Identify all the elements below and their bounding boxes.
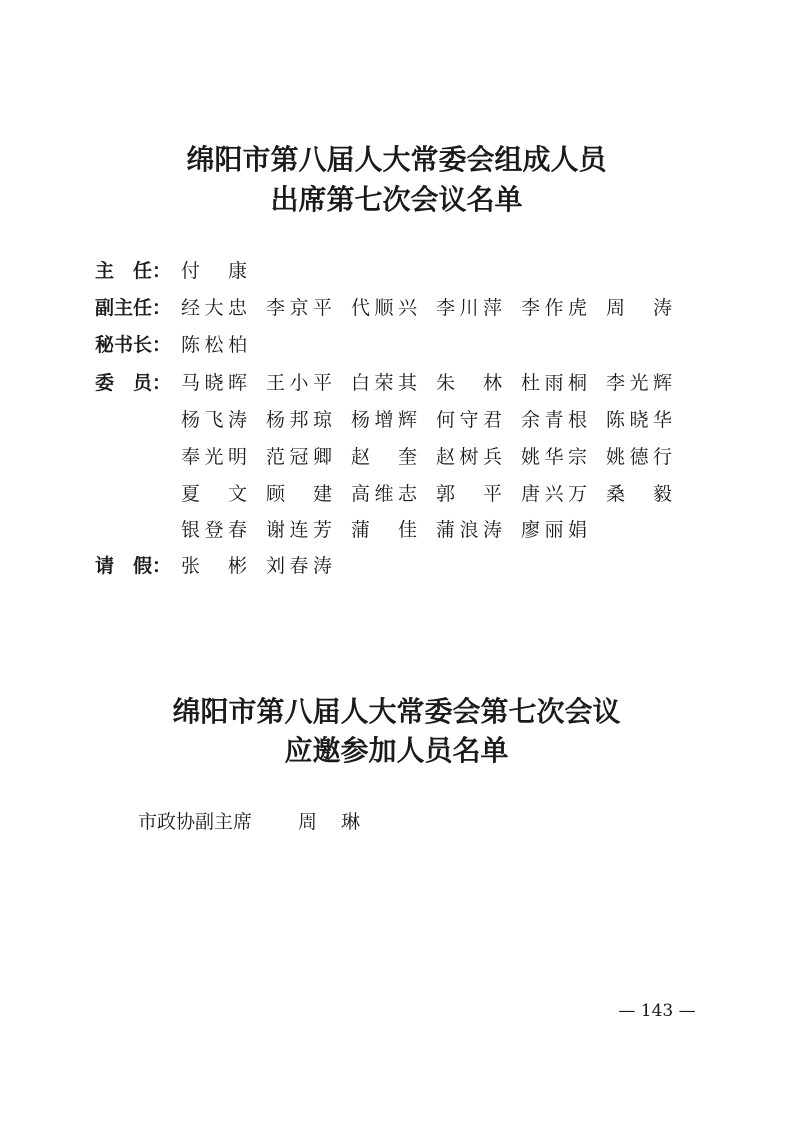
member-name: 廖 丽 娟 — [521, 519, 587, 541]
roster-row — [0, 291, 793, 325]
roster-row — [0, 328, 793, 362]
invitee-position: 市政协副主席 — [138, 811, 253, 833]
member-name: 杨 邦 琼 — [266, 409, 332, 431]
roster-row — [0, 366, 793, 400]
member-name: 银 登 春 — [181, 519, 247, 541]
member-name: 王 小 平 — [266, 372, 332, 394]
roster-label: 副主任： — [95, 297, 172, 319]
member-name: 顾 建 — [266, 483, 332, 505]
member-name: 杨 飞 涛 — [181, 409, 247, 431]
roster-label: 委 员： — [95, 372, 172, 394]
page-number: — 143 — — [618, 1001, 696, 1021]
roster-row — [0, 513, 793, 547]
member-name: 杨 增 辉 — [351, 409, 417, 431]
section1-title-line2: 出席第七次会议名单 — [270, 183, 523, 216]
member-name: 姚 德 行 — [606, 446, 672, 468]
roster-row — [0, 477, 793, 511]
member-name: 付 康 — [181, 260, 247, 282]
member-name: 朱 林 — [436, 372, 502, 394]
member-name: 何 守 君 — [436, 409, 502, 431]
member-name: 谢 连 芳 — [266, 519, 332, 541]
roster-row — [0, 440, 793, 474]
member-name: 代 顺 兴 — [351, 297, 417, 319]
roster-row — [0, 549, 793, 583]
member-name: 白 荣 其 — [351, 372, 417, 394]
member-name: 李 川 萍 — [436, 297, 502, 319]
member-name: 李 作 虎 — [521, 297, 587, 319]
member-name: 李 光 辉 — [606, 372, 672, 394]
member-name: 赵 奎 — [351, 446, 417, 468]
member-name: 奉 光 明 — [181, 446, 247, 468]
member-name: 周 涛 — [606, 297, 672, 319]
member-name: 赵 树 兵 — [436, 446, 502, 468]
member-name: 李 京 平 — [266, 297, 332, 319]
invitee-name: 周 琳 — [298, 811, 360, 833]
member-name: 杜 雨 桐 — [521, 372, 587, 394]
member-name: 姚 华 宗 — [521, 446, 587, 468]
member-name: 张 彬 — [181, 555, 247, 577]
section2-title-line1: 绵阳市第八届人大常委会第七次会议 — [172, 695, 621, 728]
member-name: 蒲 佳 — [351, 519, 417, 541]
roster-row — [0, 254, 793, 288]
member-name: 郭 平 — [436, 483, 502, 505]
roster-label: 主 任： — [95, 260, 172, 282]
member-name: 高 维 志 — [351, 483, 417, 505]
section2-title-line2: 应邀参加人员名单 — [284, 734, 509, 767]
roster-label: 秘书长： — [95, 334, 172, 356]
member-name: 余 青 根 — [521, 409, 587, 431]
member-name: 桑 毅 — [606, 483, 672, 505]
member-name: 范 冠 卿 — [266, 446, 332, 468]
member-name: 唐 兴 万 — [521, 483, 587, 505]
member-name: 陈 松 柏 — [181, 334, 247, 356]
member-name: 陈 晓 华 — [606, 409, 672, 431]
roster-row — [0, 403, 793, 437]
section1-title-line1: 绵阳市第八届人大常委会组成人员 — [186, 143, 607, 176]
member-name: 夏 文 — [181, 483, 247, 505]
roster-label: 请 假： — [95, 555, 172, 577]
member-name: 蒲 浪 涛 — [436, 519, 502, 541]
member-name: 马 晓 晖 — [181, 372, 247, 394]
member-name: 刘 春 涛 — [266, 555, 332, 577]
member-name: 经 大 忠 — [181, 297, 247, 319]
